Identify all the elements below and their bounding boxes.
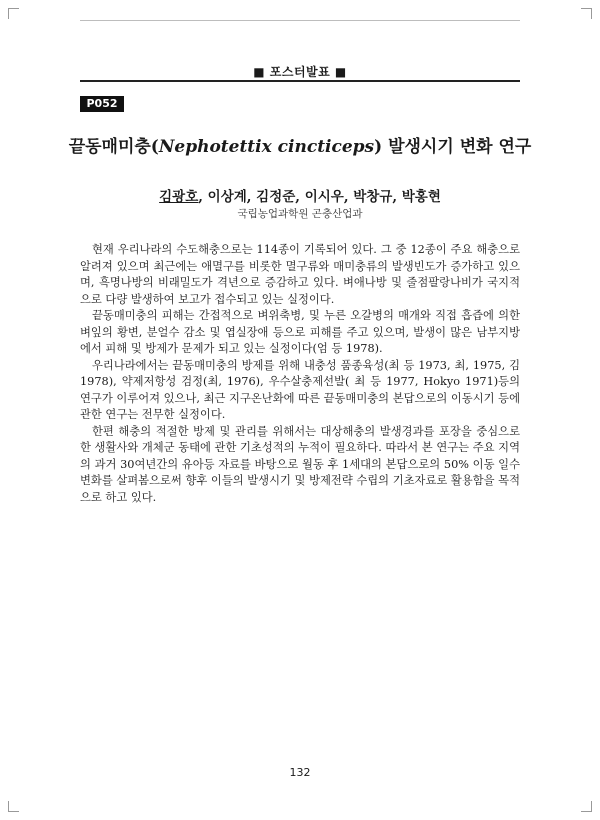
abstract-paragraph: 끝동매미충의 피해는 간접적으로 벼위축병, 및 누른 오갈병의 매개와 직접 흡즙에 의한 벼잎의 황변, 분얼수 감소 및 엽실장애 등으로 피해를 주고 있으며, 발생이 많은 남부지방에서 피해 및 방제가 문제가 되고 있는 실정이다(엄 등 1978). [80,309,520,355]
paper-title [0,132,600,157]
page-number: 132 [289,766,311,779]
crop-mark [8,8,19,19]
abstract-paragraph: 현재 우리나라의 수도해충으로는 114종이 기록되어 있다. 그 중 12종이 주요 해충으로 알려져 있으며 최근에는 애멸구를 비롯한 멸구류와 매미충류의 발생빈도가 증가하고 있으며, 흑명나방의 비래밀도가 격년으로 증감하고 있다. 벼애나방 및 줄점팔랑나비가 국지적으로 다량 발생하여 보고가 접수되고 있는 실정이다. [80,243,520,306]
co-authors: , 이상계, 김정준, 이시우, 박창규, 박홍현 [198,189,441,205]
section-label: ■ 포스터발표 ■ [253,65,347,79]
poster-code-badge: P052 [80,96,124,112]
crop-mark [8,801,19,812]
header-rule [80,80,520,82]
affiliation: 국립농업과학원 곤충산업과 [237,208,363,220]
top-rule [80,20,520,21]
crop-mark [581,8,592,19]
scientific-name: Nephotettix cincticeps [158,137,375,157]
abstract-paragraph: 우리나라에서는 끝동매미충의 방제를 위해 내충성 품종육성(최 등 1973, 최, 1975, 김 1978), 약제저항성 검정(최, 1976), 우수살충제선발( 최 등 1977, Hokyo 1971)등의 연구가 이루어져 있으나, 최근 지구온난화에 따른 끝동매미충의 본답으로의 이동시기 등에 관한 연구는 전무한 실정이다. [80,358,520,421]
crop-mark [581,801,592,812]
presenting-author: 김광호 [159,189,199,205]
author-list [0,185,600,205]
title-prefix: 끝동매미충( [68,137,159,157]
abstract-body [80,242,520,506]
abstract-paragraph: 한편 해충의 적절한 방제 및 관리를 위해서는 대상해충의 발생경과를 포장을 중심으로 한 생활사와 개체군 동태에 관한 기초성적의 누적이 필요하다. 따라서 본 연구는 주요 지역의 과거 30여년간의 유아등 자료를 바탕으로 월동 후 1세대의 본답으로의 50% 이동 일수 변화를 살펴봄으로써 향후 이들의 발생시기 및 방제전략 수립의 기초자료로 활용함을 목적으로 하고 있다. [80,424,520,504]
title-suffix: ) 발생시기 변화 연구 [374,137,532,157]
